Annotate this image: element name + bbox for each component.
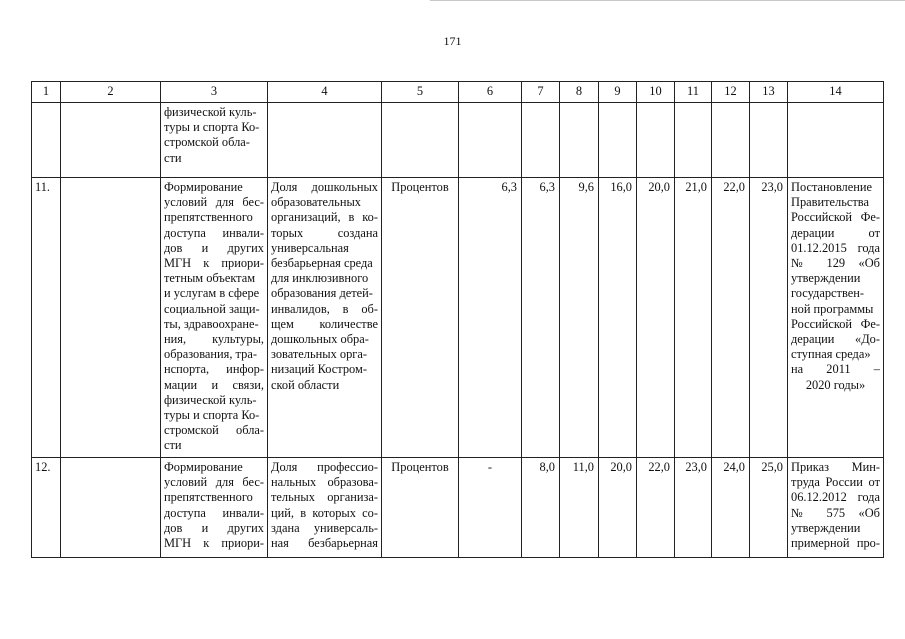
text-line: ций, в которых со- [271, 505, 378, 520]
text-line: ная безбарьерная [271, 536, 378, 551]
header-cell: 12 [712, 82, 750, 103]
text-line: Приказ Мин- [791, 460, 880, 474]
text-line: Формирование [164, 460, 243, 474]
unit-cell: Процентов [382, 458, 459, 558]
value-cell: 9,6 [560, 178, 599, 458]
text-line: социальной защи- [164, 301, 260, 316]
value-cell: 6,3 [459, 178, 522, 458]
text-line: сти [164, 438, 182, 453]
text-line: стромской обла- [164, 423, 264, 438]
text-line: 01.12.2015 года [791, 240, 880, 255]
text-line: инвалидов, в об- [271, 301, 378, 316]
measure-name-cell [161, 178, 268, 458]
text-line: ты, здравоохране- [164, 316, 259, 331]
text-line: примерной про- [791, 536, 880, 551]
row-number: 12. [32, 458, 61, 558]
unit-cell: Процентов [382, 178, 459, 458]
value-cell: 20,0 [599, 458, 637, 558]
cont-col3-cell [161, 103, 268, 178]
text-line: Доля дошкольных [271, 180, 378, 194]
legal-basis-cell [788, 178, 884, 458]
text-line: нспорта, инфор- [164, 362, 264, 377]
text-line: низаций Костром- [271, 362, 367, 377]
text-line: Доля профессио- [271, 460, 378, 474]
value-cell: 25,0 [750, 458, 788, 558]
value-cell: 22,0 [712, 178, 750, 458]
text-line: 2020 годы» [805, 377, 866, 392]
header-cell: 10 [637, 82, 675, 103]
text-line: МГН к приори- [164, 256, 264, 271]
header-cell: 5 [382, 82, 459, 103]
text-line: № 575 «Об [791, 505, 880, 520]
header-cell: 8 [560, 82, 599, 103]
header-cell: 14 [788, 82, 884, 103]
text-line: государствен- [791, 286, 864, 301]
text-line: дерации от [791, 225, 880, 240]
text-line: Постановление [791, 180, 872, 194]
top-edge-line [430, 0, 905, 2]
text-line: дерации «До- [791, 332, 880, 347]
header-cell: 13 [750, 82, 788, 103]
text-line: Российской Фе- [791, 210, 880, 225]
text-line: ской области [271, 377, 340, 392]
text-line: образования детей- [271, 286, 373, 301]
text-line: № 129 «Об [791, 256, 880, 271]
text-line: туры и спорта Ко- [164, 120, 260, 135]
text-line: дошкольных обра- [271, 332, 369, 347]
value-cell: - [459, 458, 522, 558]
text-line: сти [164, 150, 182, 165]
table-row-12 [32, 458, 884, 558]
text-line: препятственного [164, 210, 253, 225]
text-line: и услугам в сфере [164, 286, 260, 301]
text-line: физической куль- [164, 392, 257, 407]
text-line: универсальная [271, 240, 349, 255]
header-cell: 6 [459, 82, 522, 103]
continuation-row [32, 103, 884, 178]
header-cell: 2 [61, 82, 161, 103]
text-line: для инклюзивного [271, 271, 369, 286]
header-cell: 11 [675, 82, 712, 103]
value-cell: 21,0 [675, 178, 712, 458]
text-line: Формирование [164, 180, 243, 194]
text-line: торых создана [271, 225, 378, 240]
text-line: условий для бес- [164, 475, 264, 490]
value-cell: 6,3 [522, 178, 560, 458]
text-line: условий для бес- [164, 195, 264, 210]
table-row-11 [32, 178, 884, 458]
text-line: образовательных [271, 195, 361, 210]
text-line: дов и других [164, 240, 264, 255]
text-line: МГН к приори- [164, 536, 264, 551]
value-cell: 23,0 [675, 458, 712, 558]
indicator-name-cell [268, 178, 382, 458]
text-line: тельных организа- [271, 490, 378, 505]
text-line: Российской Фе- [791, 316, 880, 331]
text-line: безбарьерная среда [271, 256, 373, 271]
value-cell: 20,0 [637, 178, 675, 458]
text-line: образования, тра- [164, 347, 257, 362]
text-line: доступа инвали- [164, 225, 264, 240]
header-cell: 3 [161, 82, 268, 103]
text-line: туры и спорта Ко- [164, 408, 260, 423]
text-line: нальных образова- [271, 475, 378, 490]
legal-basis-cell [788, 458, 884, 558]
value-cell: 16,0 [599, 178, 637, 458]
page-number: 171 [443, 34, 462, 48]
indicators-table [31, 81, 884, 558]
text-line: тетным объектам [164, 271, 256, 286]
value-cell: 8,0 [522, 458, 560, 558]
text-line: стромской обла- [164, 135, 250, 150]
text-line: на 2011 – [791, 362, 880, 377]
text-line: ния, культуры, [164, 332, 264, 347]
text-line: препятственного [164, 490, 253, 505]
header-cell: 9 [599, 82, 637, 103]
text-line: 06.12.2012 года [791, 490, 880, 505]
row-number: 11. [32, 178, 61, 458]
value-cell: 22,0 [637, 458, 675, 558]
text-line: ступная среда» [791, 347, 871, 362]
value-cell: 23,0 [750, 178, 788, 458]
text-line: дов и других [164, 520, 264, 535]
indicator-name-cell [268, 458, 382, 558]
text-line: физической куль- [164, 105, 257, 119]
text-line: утверждении [791, 271, 861, 286]
text-line: Правительства [791, 195, 869, 210]
text-line: доступа инвали- [164, 505, 264, 520]
text-line: зовательных орга- [271, 347, 367, 362]
text-line: утверждении [791, 520, 861, 535]
header-row [32, 82, 884, 103]
value-cell: 24,0 [712, 458, 750, 558]
text-line: щем количестве [271, 316, 378, 331]
text-line: организаций, в ко- [271, 210, 378, 225]
text-line: труда России от [791, 475, 880, 490]
value-cell: 11,0 [560, 458, 599, 558]
text-line: мации и связи, [164, 377, 264, 392]
header-cell: 1 [32, 82, 61, 103]
text-line: ной программы [791, 301, 874, 316]
header-cell: 7 [522, 82, 560, 103]
text-line: здана универсаль- [271, 520, 378, 535]
measure-name-cell [161, 458, 268, 558]
header-cell: 4 [268, 82, 382, 103]
